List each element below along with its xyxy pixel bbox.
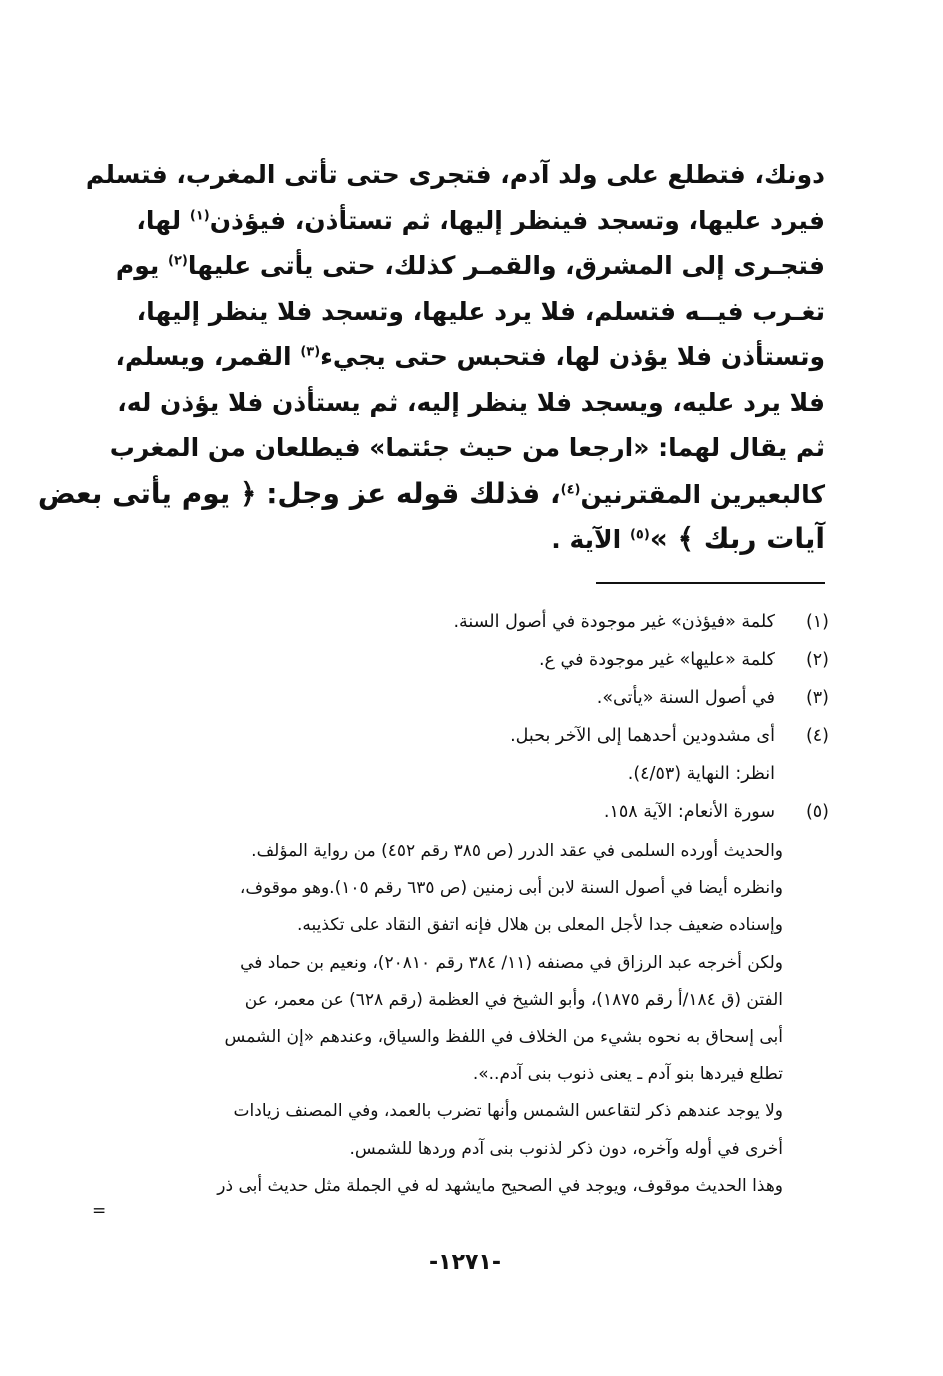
text-line-content: يوم [115, 251, 160, 280]
text-line-content: كالبعيرين المقترنين [580, 479, 825, 509]
text-line-content: فيرد عليها، وتسجد فينظر إليها، ثم تستأذن، فيؤذن [209, 205, 825, 235]
footnote-text: انظر: النهاية (٤/٥٣). [627, 764, 775, 784]
note-line: وانظره أيضا في أصول السنة لابن أبى زمنين (ص ٦٣٥ رقم ١٠٥).وهو موقوف، [239, 878, 783, 899]
text-line [85, 152, 825, 198]
footnote [109, 603, 829, 641]
note-line: تطلع فيردها بنو آدم ـ يعنى ذنوب بنى آدم..». [472, 1064, 783, 1085]
footnote-number: (٥) [805, 802, 829, 822]
footnote-text: في أصول السنة «يأتى». [596, 688, 775, 708]
footnote-ref: (٤) [560, 482, 581, 498]
footnote-number: (٣) [805, 688, 829, 708]
text-line [37, 471, 825, 517]
text-line-content: دونك، فتطلع على ولد آدم، فتجرى حتى تأتى المغرب، فتسلم [85, 160, 825, 189]
continuation-mark: = [92, 1201, 107, 1221]
footnote-text: سورة الأنعام: الآية ١٥٨. [603, 802, 775, 822]
quran-verse: آيات ربك ﴾ » [649, 522, 825, 555]
footnote-ref: (٢) [167, 253, 188, 269]
text-line-content: لها، [136, 205, 182, 235]
note-line: ولا يوجد عندهم ذكر لتقاعس الشمس وأنها تضرب بالعمد، وفي المصنف زيادات [233, 1101, 783, 1122]
quran-verse: ، فذلك قوله عز وجل: ﴿ يوم يأتى بعض [37, 476, 561, 510]
footnote-number: (٤) [805, 726, 829, 746]
note-line: والحديث أورده السلمى في عقد الدرر (ص ٣٨٥ رقم ٤٥٢) من رواية المؤلف. [251, 841, 783, 861]
text-line [117, 380, 825, 426]
text-line [109, 425, 825, 471]
footnote-ref: (١) [189, 208, 210, 224]
text-line-content: وتستأذن فلا يؤذن لها، فتحبس حتى يجيء [320, 342, 825, 371]
note-line: وهذا الحديث موقوف، ويوجد في الصحيح مايشهد له في الجملة مثل حديث أبى ذر [217, 1175, 783, 1196]
text-line-content: فتجـرى إلى المشرق، والقمـر كذلك، حتى يأتى عليها [187, 251, 825, 280]
footnote [109, 793, 829, 831]
footnote-ref: (٥) [629, 527, 650, 543]
footnote-text: أى مشدودين أحدهما إلى الآخر بحبل. [510, 726, 775, 746]
footnote-number: (٢) [805, 650, 829, 670]
text-line-content: تغـرب فيــه فتسلم، فلا يرد عليها، وتسجد فلا ينظر إليها، [136, 296, 825, 326]
main-text [37, 152, 825, 562]
footnote-number: (١) [805, 612, 829, 632]
note-line: وإسناده ضعيف جدا لأجل المعلى بن هلال فإنه اتفق النقاد على تكذيبه. [297, 915, 783, 936]
footnote [109, 679, 829, 717]
text-line-content: الآية . [551, 525, 622, 554]
text-line-content: ثم يقال لهما: «ارجعا من حيث جئتما» فيطلعان من المغرب [109, 433, 825, 462]
footnote-text: كلمة «فيؤذن» غير موجودة في أصول السنة. [453, 612, 775, 632]
footnote-separator [596, 582, 825, 584]
footnote [109, 755, 829, 793]
note-line: أخرى في أوله وآخره، دون ذكر لذنوب بنى آدم وردها للشمس. [349, 1138, 783, 1159]
text-line-content: فلا يرد عليه، ويسجد فلا ينظر إليه، ثم يستأذن فلا يؤذن له، [117, 387, 825, 417]
text-line [117, 334, 825, 380]
footnote [109, 641, 829, 679]
note-line: الفتن (ق ١٨٤/أ رقم ١٨٧٥)، وأبو الشيخ في العظمة (رقم ٦٢٨) عن معمر، عن [244, 989, 783, 1010]
note-line: أبى إسحاق به نحوه بشيء من الخلاف في اللفظ والسياق، وعندهم «إن الشمس [224, 1026, 783, 1047]
footnote-text: كلمة «عليها» غير موجودة في ع. [538, 650, 775, 670]
text-line [117, 198, 825, 244]
text-line [117, 289, 825, 335]
text-line-content: القمر، ويسلم، [115, 342, 292, 371]
footnote [109, 717, 829, 755]
note-line: ولكن أخرجه عبد الرزاق في مصنفه (١١/ ٣٨٤ رقم ٢٠٨١٠)، ونعيم بن حماد في [240, 952, 783, 973]
footnote-commentary [123, 833, 783, 1205]
footnote-number [775, 755, 829, 793]
footnote-ref: (٣) [300, 344, 321, 360]
page-number: -١٢٧١- [429, 1250, 501, 1275]
text-line [117, 243, 825, 289]
footnotes [109, 603, 829, 831]
text-line [117, 516, 825, 562]
